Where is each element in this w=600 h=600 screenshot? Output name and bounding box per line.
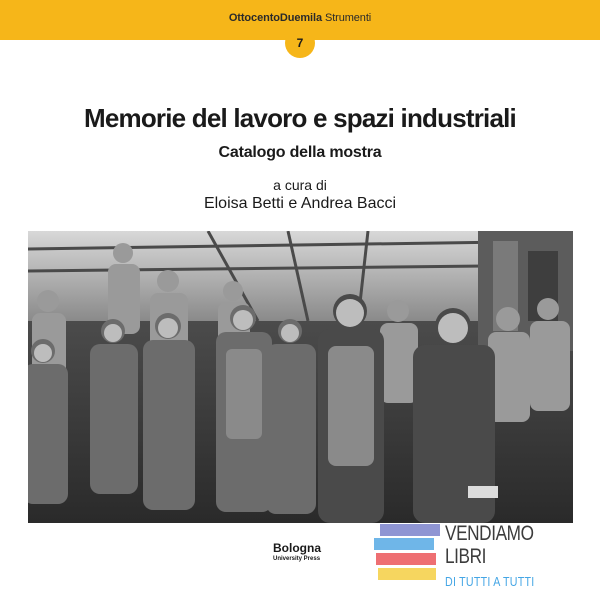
publisher-name: Bologna xyxy=(273,541,321,555)
promo-line-tagline: DI TUTTI A TUTTI xyxy=(445,574,535,589)
publisher-logo xyxy=(273,541,343,562)
book-title: Memorie del lavoro e spazi industriali xyxy=(84,103,516,133)
book-stripe-yellow xyxy=(378,568,436,580)
book-subtitle: Catalogo della mostra xyxy=(218,144,382,161)
vendiamo-libri-badge[interactable] xyxy=(372,522,572,594)
series-name-strumenti: Strumenti xyxy=(324,12,372,24)
series-name-duemila: Duemila xyxy=(279,12,322,24)
book-stripe-blue xyxy=(374,538,434,550)
promo-line-vendiamo: VENDIAMO xyxy=(445,522,534,545)
factory-workers-photo-icon xyxy=(28,231,573,523)
volume-number-badge: 7 xyxy=(285,28,315,58)
series-label xyxy=(0,12,600,24)
editors-names: Eloisa Betti e Andrea Bacci xyxy=(203,195,397,212)
series-name-ottocento: Ottocento xyxy=(228,12,280,24)
publisher-imprint: University Press xyxy=(273,556,321,562)
curated-by-label: a cura di xyxy=(273,177,327,193)
promo-line-libri: LIBRI xyxy=(445,545,487,568)
cover-photo xyxy=(28,231,573,523)
book-stripe-purple xyxy=(380,524,440,536)
book-stripe-red xyxy=(376,553,436,565)
